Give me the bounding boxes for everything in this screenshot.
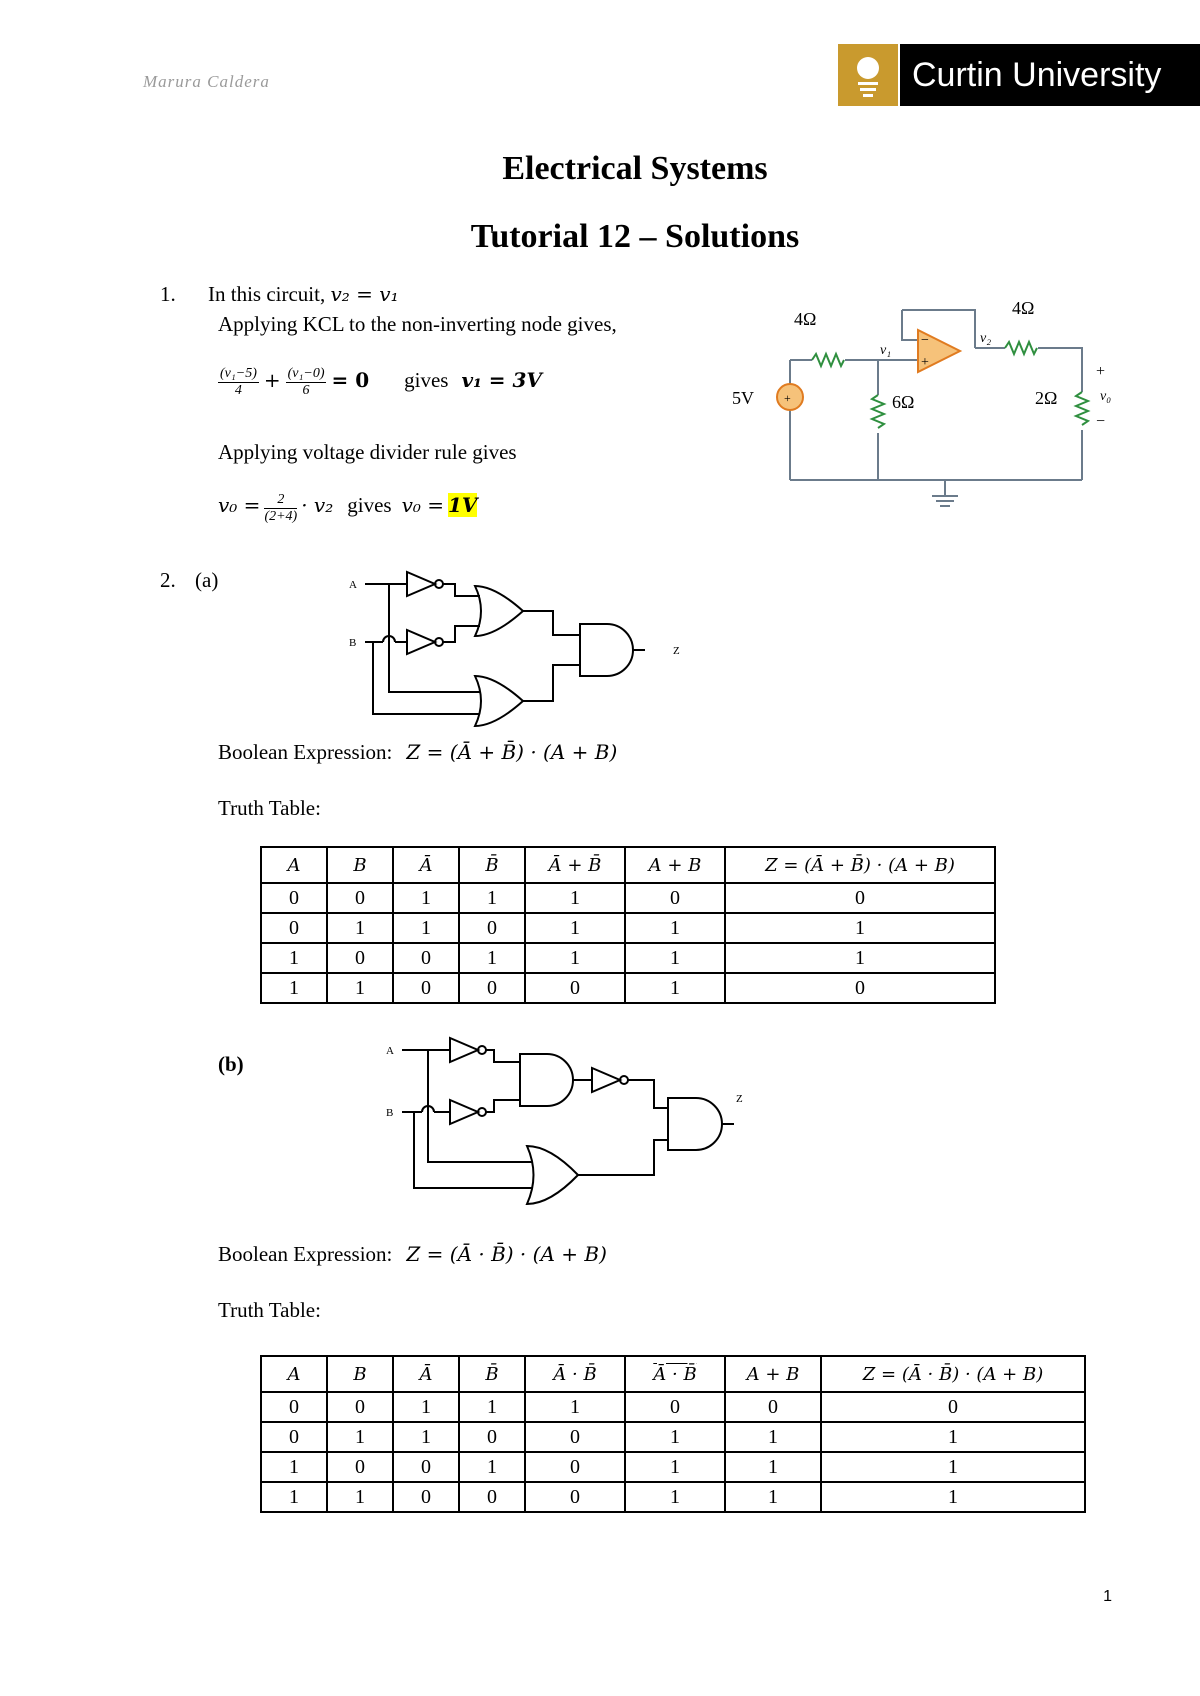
kcl-equation: $\frac{\text{(v₁−5)}}{4}$ + $\frac{\text{(v₁−0)}}{6}$ = 0 gives v₁ = 3V [220, 366, 542, 398]
table-row [261, 943, 995, 973]
table-cell: 0 [393, 943, 459, 973]
col-header: A [261, 847, 327, 883]
table-cell: 0 [393, 973, 459, 1003]
table-cell: 1 [327, 913, 393, 943]
table-cell: 1 [625, 1422, 725, 1452]
table-row [261, 1392, 1085, 1422]
table-cell: 1 [725, 913, 995, 943]
table-cell: 1 [725, 1482, 821, 1512]
input-b-label: B [349, 637, 357, 649]
table-cell: 0 [261, 1422, 327, 1452]
table-cell: 1 [525, 943, 625, 973]
opamp-plus: + [921, 355, 929, 370]
q2-part-b: (b) [218, 1052, 244, 1076]
table-cell: 1 [459, 943, 525, 973]
table-cell: 0 [327, 1392, 393, 1422]
table-cell: 1 [327, 1422, 393, 1452]
col-header: B̄ [459, 847, 525, 883]
truth-table-a [260, 846, 996, 1004]
table-cell: 0 [725, 1392, 821, 1422]
table-cell: 0 [725, 973, 995, 1003]
logo-text: Curtin University [900, 44, 1200, 106]
q1-line1-math: v₂ = v₁ [330, 282, 399, 306]
boolean-label-a: Boolean Expression: [218, 740, 393, 764]
table-cell: 1 [393, 913, 459, 943]
table-cell: 0 [327, 1452, 393, 1482]
col-header: Z = (Ā + B̄) · (A + B) [725, 847, 995, 883]
table-cell: 1 [459, 883, 525, 913]
logic-circuit-a [345, 560, 690, 730]
table-cell: 1 [821, 1482, 1085, 1512]
table-cell: 1 [327, 1482, 393, 1512]
table-cell: 1 [393, 1392, 459, 1422]
table-cell: 0 [393, 1482, 459, 1512]
boolean-expression-b [218, 1242, 607, 1267]
author-watermark: Marura Caldera [143, 72, 270, 91]
curtin-logo [838, 44, 1200, 106]
table-cell: 0 [525, 1482, 625, 1512]
v0-tail: · v₂ [301, 493, 334, 518]
table-cell: 1 [459, 1452, 525, 1482]
col-header: Z = (Ā · B̄) · (A + B) [821, 1356, 1085, 1392]
label-r2: 6Ω [892, 392, 915, 412]
source-polarity: + [784, 391, 791, 405]
label-minus: − [1096, 413, 1106, 430]
col-header: A [261, 1356, 327, 1392]
op-amp-circuit [730, 300, 1130, 520]
col-header: Ā · B̄ [525, 1356, 625, 1392]
v0-lhs: v₀ = [218, 493, 261, 518]
table-cell: 1 [393, 883, 459, 913]
col-header: A + B [725, 1356, 821, 1392]
page-title: Electrical Systems [502, 150, 768, 187]
label-source: 5V [732, 388, 754, 408]
boolean-expr-a: Z = (Ā + B̄) · (A + B) [406, 740, 618, 764]
table-cell: 0 [525, 973, 625, 1003]
q1-line1-text: In this circuit, [208, 282, 326, 306]
col-header: B̄ [459, 1356, 525, 1392]
table-row [261, 1482, 1085, 1512]
table-cell: 0 [725, 883, 995, 913]
q1-line2: Applying KCL to the non-inverting node gives, [218, 312, 617, 336]
table-cell: 1 [625, 973, 725, 1003]
table-row [261, 913, 995, 943]
table-cell: 0 [261, 1392, 327, 1422]
table-cell: 1 [525, 883, 625, 913]
table-cell: 1 [625, 1482, 725, 1512]
table-cell: 1 [625, 1452, 725, 1482]
table-cell: 0 [459, 973, 525, 1003]
col-header: B [327, 1356, 393, 1392]
input-a-label: A [349, 579, 357, 591]
boolean-expr-b: Z = (Ā · B̄) · (A + B) [406, 1242, 607, 1266]
label-r4: 2Ω [1035, 388, 1058, 408]
table-cell: 1 [725, 943, 995, 973]
divider-equation [218, 492, 477, 525]
table-cell: 1 [261, 973, 327, 1003]
table-cell: 0 [327, 943, 393, 973]
boolean-expression-a [218, 740, 617, 765]
table-cell: 0 [625, 883, 725, 913]
table-cell: 1 [261, 943, 327, 973]
label-r3: 4Ω [1012, 300, 1035, 318]
table-cell: 0 [525, 1422, 625, 1452]
frac1: $\frac{\text{(v₁−5)}}{4}$ [220, 366, 257, 398]
input-b-label-b: B [386, 1107, 394, 1119]
frac2: $\frac{\text{(v₁−0)}}{6}$ [287, 366, 325, 398]
page-subtitle: Tutorial 12 – Solutions [470, 218, 800, 255]
result-2-highlight: 1V [448, 493, 478, 518]
table-cell: 0 [625, 1392, 725, 1422]
table-cell: 0 [459, 1422, 525, 1452]
page-number: 1 [1103, 1588, 1112, 1605]
truth-table-b [260, 1355, 1086, 1513]
table-cell: 0 [459, 913, 525, 943]
table-cell: 1 [821, 1452, 1085, 1482]
table-cell: 0 [821, 1392, 1085, 1422]
logic-circuit-b [382, 1030, 762, 1210]
table-cell: 1 [261, 1482, 327, 1512]
table-cell: 1 [393, 1422, 459, 1452]
table-header [261, 847, 995, 883]
label-v1: v₁ [880, 343, 892, 358]
table-cell: 1 [525, 1392, 625, 1422]
table-cell: 1 [625, 913, 725, 943]
boolean-label-b: Boolean Expression: [218, 1242, 393, 1266]
table-cell: 0 [525, 1452, 625, 1482]
input-a-label-b: A [386, 1045, 394, 1057]
table-row [261, 973, 995, 1003]
table-cell: 1 [327, 973, 393, 1003]
col-header: Ā [393, 1356, 459, 1392]
table-row [261, 1422, 1085, 1452]
result-1: v₁ = 3V [461, 368, 542, 393]
output-z-label-b: Z [736, 1093, 743, 1105]
frac3: $\frac{2}{(2+4)}$ [264, 492, 298, 524]
table-cell: 0 [261, 883, 327, 913]
table-cell: 1 [821, 1422, 1085, 1452]
table-cell: 1 [525, 913, 625, 943]
output-z-label: Z [673, 645, 680, 657]
q1-number: 1. [160, 282, 176, 306]
result-2-pre: v₀ = [401, 493, 445, 518]
col-header: A + B [625, 847, 725, 883]
label-r1: 4Ω [794, 309, 817, 329]
col-header: Ā + B̄ [525, 847, 625, 883]
truth-label-a: Truth Table: [218, 796, 321, 820]
label-vo: v₀ [1100, 389, 1112, 404]
table-cell: 0 [459, 1482, 525, 1512]
q1-line1 [208, 282, 399, 307]
table-cell: 1 [261, 1452, 327, 1482]
gives-1: gives [404, 368, 449, 393]
gives-2: gives [347, 493, 392, 518]
q2-part-a: (a) [195, 568, 219, 592]
table-cell: 1 [625, 943, 725, 973]
table-cell: 1 [725, 1452, 821, 1482]
label-v2: v₂ [980, 331, 992, 346]
eq-rest: = 0 [331, 368, 370, 393]
table-row [261, 1452, 1085, 1482]
table-header [261, 1356, 1085, 1392]
col-header: Ā · B̄ [625, 1356, 725, 1392]
table-cell: 0 [261, 913, 327, 943]
label-plus: + [1096, 363, 1106, 380]
table-cell: 0 [327, 883, 393, 913]
table-cell: 1 [725, 1422, 821, 1452]
q2-number: 2. [160, 568, 176, 592]
truth-label-b: Truth Table: [218, 1298, 321, 1322]
table-row [261, 883, 995, 913]
q1-line3: Applying voltage divider rule gives [218, 440, 517, 464]
shield-icon [838, 44, 898, 106]
table-cell: 1 [459, 1392, 525, 1422]
table-cell: 0 [393, 1452, 459, 1482]
col-header: Ā [393, 847, 459, 883]
opamp-minus: − [921, 333, 929, 348]
col-header: B [327, 847, 393, 883]
